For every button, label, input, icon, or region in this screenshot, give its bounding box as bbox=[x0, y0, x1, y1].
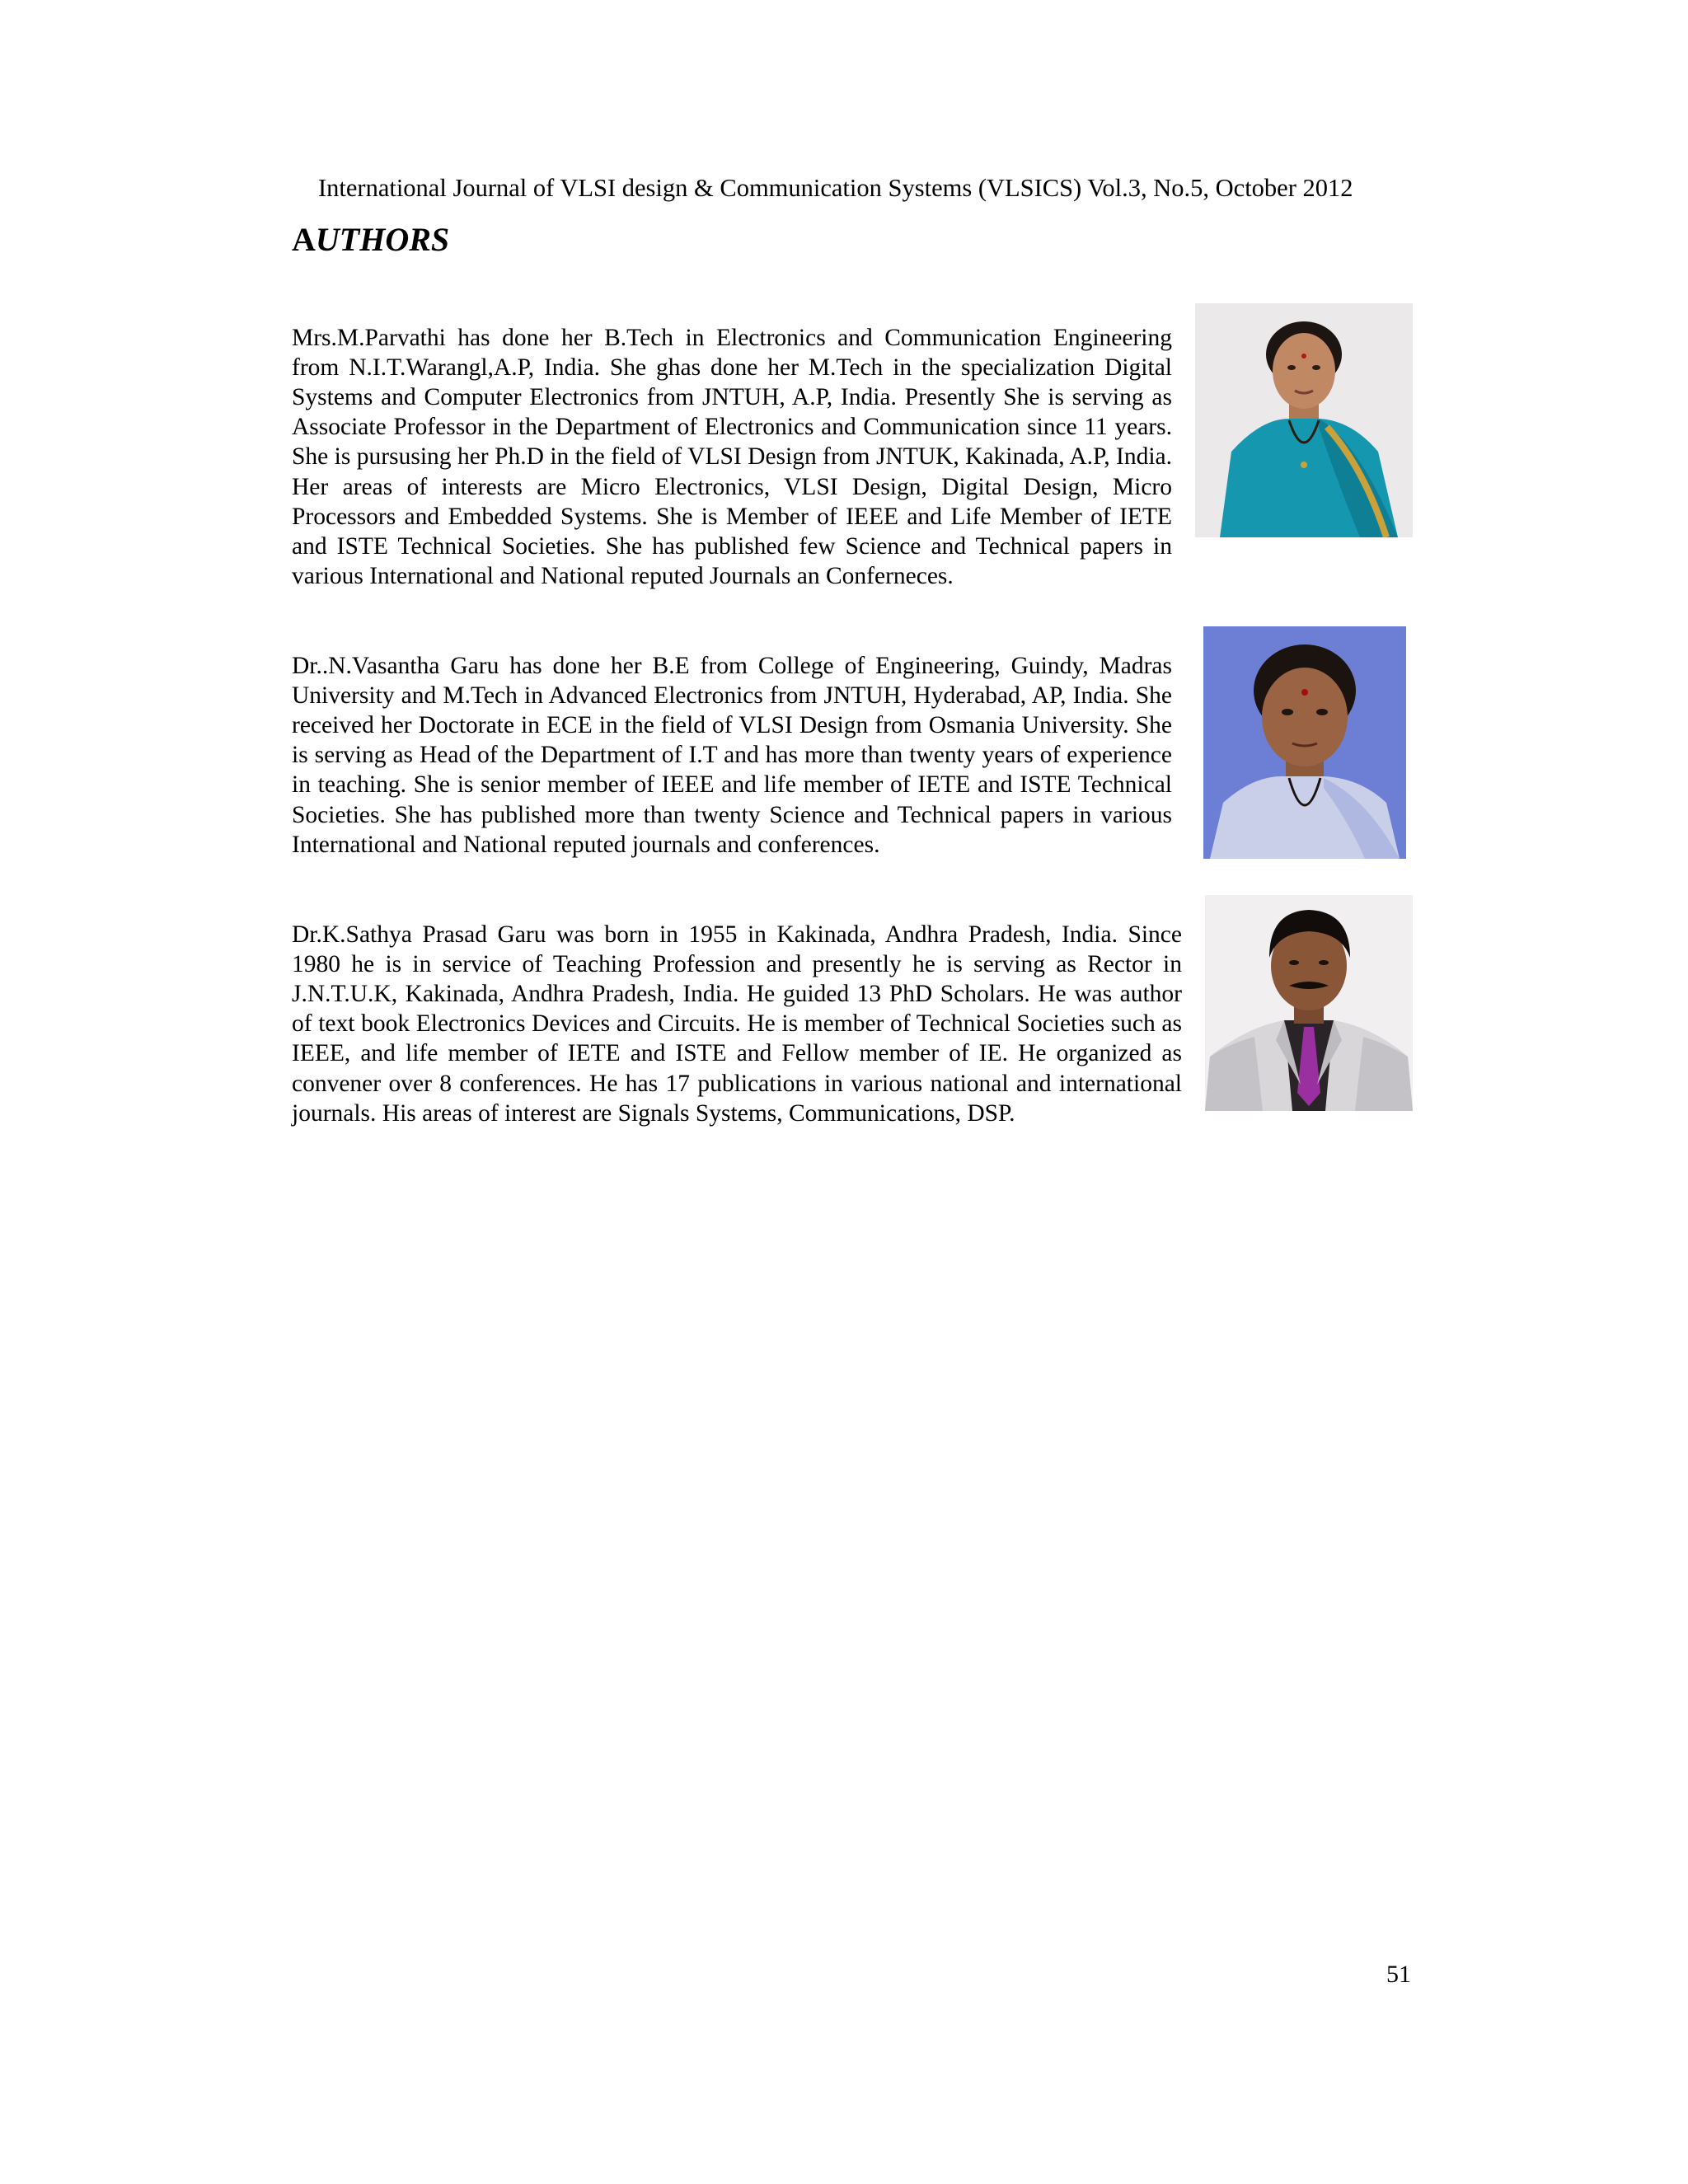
author-photo-parvathi bbox=[1195, 303, 1413, 537]
authors-heading-initial: A bbox=[292, 221, 316, 258]
author-bio-sathya-prasad: Dr.K.Sathya Prasad Garu was born in 1955 in Kakinada, Andhra Pradesh, India. Since 1980 he is in service of Teaching Profession and presently he is serving as Rector in J.N.T.U.K, Kakinada, Andhra Pradesh, India. He guided 13 PhD Scholars. He was author of text book Electronics Devices and Circuits. He is member of Technical Societies such as IEEE, and life member of IETE and ISTE and Fellow member of IE. He organized as convener over 8 conferences. He has 17 publications in various national and international journals. His areas of interest are Signals Systems, Communications, DSP. bbox=[292, 921, 1182, 1127]
page-number: 51 bbox=[1386, 1961, 1411, 1988]
authors-heading-rest: UTHORS bbox=[315, 221, 450, 258]
author-photo-vasantha bbox=[1203, 626, 1406, 859]
author-bio-parvathi: Mrs.M.Parvathi has done her B.Tech in Electronics and Communication Engineering from N.I.T.Warangl,A.P, India. She ghas done her M.Tech in the specialization Digital Systems and Computer Electronics from JNTUH, A.P, India. Presently She is serving as Associate Professor in the Department of Electronics and Communication since 11 years. She is pursusing her Ph.D in the field of VLSI Design from JNTUK, Kakinada, A.P, India. Her areas of interests are Micro Electronics, VLSI Design, Digital Design, Micro Processors and Embedded Systems. She is Member of IEEE and Life Member of IETE and ISTE Technical Societies. She has published few Science and Technical papers in various International and National reputed Journals an Conferneces. bbox=[292, 324, 1172, 590]
journal-running-header: International Journal of VLSI design & Communication Systems (VLSICS) Vol.3, No.5, October 2012 bbox=[318, 174, 1353, 202]
authors-heading bbox=[292, 219, 449, 260]
author-photo-sathya-prasad bbox=[1205, 895, 1413, 1111]
author-bio-vasantha: Dr..N.Vasantha Garu has done her B.E from College of Engineering, Guindy, Madras University and M.Tech in Advanced Electronics from JNTUH, Hyderabad, AP, India. She received her Doctorate in ECE in the field of VLSI Design from Osmania University. She is serving as Head of the Department of I.T and has more than twenty years of experience in teaching. She is senior member of IEEE and life member of IETE and ISTE Technical Societies. She has published more than twenty Science and Technical papers in various International and National reputed journals and conferences. bbox=[292, 652, 1172, 858]
